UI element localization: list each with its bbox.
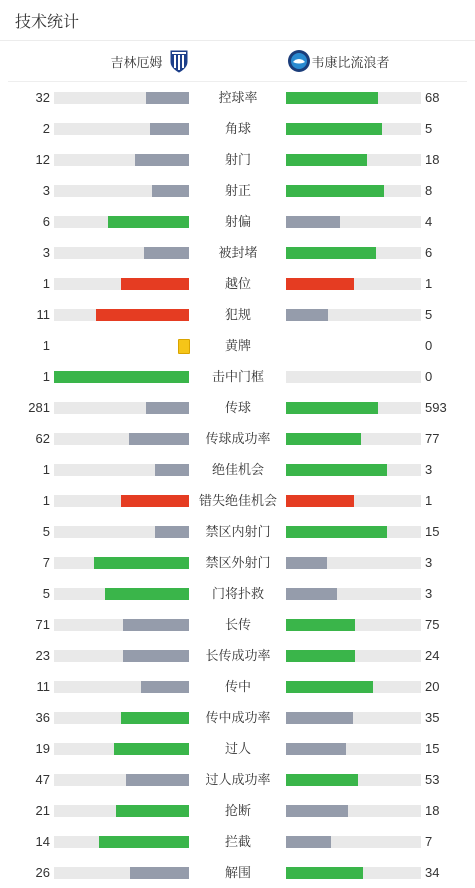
home-bar-fill <box>96 309 189 321</box>
home-bar-fill <box>144 247 189 259</box>
home-bar-track <box>54 185 189 197</box>
home-bar-track <box>54 371 189 383</box>
away-bar-track <box>286 464 421 476</box>
wycombe-crest-icon <box>287 49 307 73</box>
away-value: 1 <box>425 493 433 508</box>
home-value: 3 <box>42 245 50 260</box>
away-bar-track <box>286 526 421 538</box>
home-bar-fill <box>152 185 189 197</box>
stat-row <box>0 307 475 323</box>
away-value: 68 <box>425 90 440 105</box>
stat-row <box>0 772 475 788</box>
away-value: 35 <box>425 710 440 725</box>
home-bar-fill <box>155 526 189 538</box>
stat-row <box>0 617 475 633</box>
home-bar-fill <box>121 712 189 724</box>
away-bar-fill <box>286 867 363 879</box>
away-value: 3 <box>425 586 433 601</box>
home-value: 281 <box>28 400 50 415</box>
home-bar-track <box>54 867 189 879</box>
away-bar-track <box>286 619 421 631</box>
stat-label: 传球成功率 <box>205 431 271 446</box>
away-bar-track <box>286 805 421 817</box>
home-value: 36 <box>35 710 50 725</box>
home-bar-fill <box>150 123 189 135</box>
away-bar-track <box>286 557 421 569</box>
home-value: 3 <box>42 183 50 198</box>
home-bar-fill <box>116 805 189 817</box>
stat-label: 射正 <box>224 183 251 198</box>
home-bar-track <box>54 619 189 631</box>
away-value: 593 <box>425 400 447 415</box>
home-value: 11 <box>36 679 50 694</box>
away-value: 5 <box>425 121 433 136</box>
away-bar-fill <box>286 743 346 755</box>
stat-label: 射门 <box>224 152 251 167</box>
away-team[interactable] <box>239 49 468 73</box>
stat-label: 被封堵 <box>218 245 258 260</box>
stat-label: 错失绝佳机会 <box>198 493 277 508</box>
home-value: 26 <box>35 865 50 880</box>
away-bar-fill <box>286 774 358 786</box>
away-bar-track <box>286 774 421 786</box>
away-bar-track <box>286 743 421 755</box>
home-bar-track <box>54 712 189 724</box>
home-value: 62 <box>35 431 50 446</box>
home-value: 1 <box>42 369 50 384</box>
stat-row <box>0 555 475 571</box>
stat-row <box>0 648 475 664</box>
home-value: 5 <box>42 524 50 539</box>
home-bar-track <box>54 588 189 600</box>
away-bar-fill <box>286 619 355 631</box>
away-bar-track <box>286 650 421 662</box>
away-value: 5 <box>425 307 433 322</box>
stat-label: 黄牌 <box>224 338 251 353</box>
gillingham-crest-icon <box>169 49 189 73</box>
home-bar-track <box>54 216 189 228</box>
away-value: 18 <box>425 152 440 167</box>
stat-row <box>0 803 475 819</box>
home-value: 7 <box>42 555 50 570</box>
stat-row <box>0 834 475 850</box>
away-bar-fill <box>286 526 387 538</box>
stat-row <box>0 245 475 261</box>
away-bar-fill <box>286 309 328 321</box>
home-value: 2 <box>42 121 50 136</box>
home-bar-fill <box>141 681 189 693</box>
home-team-name: 吉林厄姆 <box>110 54 163 70</box>
away-value: 7 <box>425 834 433 849</box>
stat-row <box>0 741 475 757</box>
away-bar-fill <box>286 464 387 476</box>
away-bar-fill <box>286 495 354 507</box>
home-bar-track <box>54 247 189 259</box>
home-value: 1 <box>42 493 50 508</box>
stat-row <box>0 369 475 385</box>
stat-label: 过人成功率 <box>205 772 271 787</box>
home-bar-fill <box>146 402 189 414</box>
home-bar-fill <box>108 216 189 228</box>
away-value: 3 <box>425 462 433 477</box>
away-bar-track <box>286 867 421 879</box>
away-value: 24 <box>425 648 440 663</box>
away-bar-fill <box>286 650 355 662</box>
home-bar-track <box>54 557 189 569</box>
away-bar-track <box>286 185 421 197</box>
away-bar-track <box>286 681 421 693</box>
away-bar-track <box>286 92 421 104</box>
home-bar-fill <box>130 867 189 879</box>
away-value: 6 <box>425 245 433 260</box>
home-bar-fill <box>126 774 189 786</box>
home-value: 32 <box>35 90 50 105</box>
home-bar-track <box>54 309 189 321</box>
home-bar-track <box>54 495 189 507</box>
home-bar-fill <box>121 278 189 290</box>
home-bar-fill <box>123 650 189 662</box>
home-bar-fill <box>114 743 189 755</box>
stat-label: 过人 <box>224 741 251 756</box>
home-bar-track <box>54 774 189 786</box>
stat-row <box>0 679 475 695</box>
stat-label: 禁区外射门 <box>205 555 271 570</box>
home-value: 6 <box>42 214 50 229</box>
stat-row <box>0 431 475 447</box>
home-value: 1 <box>42 276 50 291</box>
home-bar-track <box>54 92 189 104</box>
home-value: 21 <box>35 803 50 818</box>
home-value: 1 <box>42 462 50 477</box>
away-bar-fill <box>286 92 378 104</box>
away-bar-fill <box>286 588 337 600</box>
home-value: 19 <box>35 741 50 756</box>
home-bar-fill <box>146 92 189 104</box>
stat-label: 越位 <box>224 276 251 291</box>
page-header <box>0 0 475 41</box>
away-value: 53 <box>425 772 440 787</box>
away-bar-fill <box>286 836 331 848</box>
away-bar-track <box>286 278 421 290</box>
stat-label: 绝佳机会 <box>211 462 264 477</box>
home-bar-track <box>54 433 189 445</box>
home-bar-track <box>54 836 189 848</box>
stat-label: 传中成功率 <box>205 710 271 725</box>
away-value: 77 <box>425 431 440 446</box>
away-bar-fill <box>286 216 340 228</box>
home-bar-fill <box>155 464 189 476</box>
stat-row <box>0 865 475 881</box>
away-bar-fill <box>286 278 354 290</box>
away-bar-fill <box>286 402 378 414</box>
yellow-card-icon <box>178 339 190 354</box>
home-bar-track <box>54 278 189 290</box>
away-bar-fill <box>286 154 367 166</box>
away-value: 34 <box>425 865 440 880</box>
stat-row <box>0 121 475 137</box>
home-bar-fill <box>105 588 189 600</box>
home-bar-fill <box>99 836 189 848</box>
home-bar-track <box>54 650 189 662</box>
page-title: 技术统计 <box>15 13 80 31</box>
stat-label: 传球 <box>224 400 251 415</box>
away-bar-track <box>286 247 421 259</box>
away-bar-track <box>286 433 421 445</box>
stat-label: 长传成功率 <box>205 648 271 663</box>
home-bar-track <box>54 464 189 476</box>
home-bar-track <box>54 743 189 755</box>
away-value: 0 <box>425 338 433 353</box>
home-value: 14 <box>35 834 50 849</box>
stat-row <box>0 462 475 478</box>
away-bar-track <box>286 123 421 135</box>
home-value: 47 <box>35 772 50 787</box>
away-value: 15 <box>425 741 440 756</box>
away-bar-track <box>286 712 421 724</box>
away-bar-track <box>286 154 421 166</box>
stat-row <box>0 586 475 602</box>
away-value: 3 <box>425 555 433 570</box>
home-value: 12 <box>35 152 50 167</box>
home-bar-fill <box>123 619 189 631</box>
away-bar-track <box>286 402 421 414</box>
home-bar-track <box>54 402 189 414</box>
stat-row <box>0 524 475 540</box>
away-value: 1 <box>425 276 433 291</box>
stat-row <box>0 400 475 416</box>
stat-label: 犯规 <box>224 307 251 322</box>
away-value: 75 <box>425 617 440 632</box>
stat-label: 射偏 <box>224 214 251 229</box>
away-bar-track <box>286 371 421 383</box>
home-value: 23 <box>35 648 50 663</box>
stat-row <box>0 183 475 199</box>
stat-row <box>0 90 475 106</box>
stat-label: 抢断 <box>224 803 251 818</box>
home-bar-fill <box>135 154 189 166</box>
away-value: 18 <box>425 803 440 818</box>
home-bar-fill <box>94 557 189 569</box>
stat-row <box>0 710 475 726</box>
stat-row <box>0 493 475 509</box>
away-value: 8 <box>425 183 433 198</box>
away-team-name: 韦康比流浪者 <box>311 54 390 70</box>
away-bar-fill <box>286 805 348 817</box>
home-team[interactable] <box>8 49 239 73</box>
stat-label: 控球率 <box>218 90 258 105</box>
away-bar-track <box>286 216 421 228</box>
home-bar-track <box>54 123 189 135</box>
away-value: 20 <box>425 679 440 694</box>
home-bar-track <box>54 526 189 538</box>
teams-bar <box>8 41 467 82</box>
away-bar-fill <box>286 557 327 569</box>
home-bar-track <box>54 154 189 166</box>
stat-label: 解围 <box>224 865 251 880</box>
away-bar-fill <box>286 681 373 693</box>
away-bar-track <box>286 495 421 507</box>
stat-row <box>0 214 475 230</box>
away-value: 4 <box>425 214 433 229</box>
home-bar-track <box>54 681 189 693</box>
home-bar-fill <box>121 495 189 507</box>
stat-label: 门将扑救 <box>211 586 264 601</box>
away-value: 15 <box>425 524 440 539</box>
stat-label: 角球 <box>224 121 251 136</box>
stat-label: 击中门框 <box>211 369 264 384</box>
away-bar-fill <box>286 185 384 197</box>
stat-row <box>0 276 475 292</box>
home-value: 1 <box>42 338 50 353</box>
away-bar-track <box>286 836 421 848</box>
stat-label: 禁区内射门 <box>205 524 271 539</box>
home-value: 71 <box>35 617 50 632</box>
stat-label: 传中 <box>224 679 251 694</box>
away-bar-track <box>286 588 421 600</box>
home-value: 5 <box>42 586 50 601</box>
stat-label: 拦截 <box>224 834 251 849</box>
away-bar-fill <box>286 247 376 259</box>
away-value: 0 <box>425 369 433 384</box>
away-bar-fill <box>286 123 382 135</box>
stat-row <box>0 338 475 354</box>
home-bar-fill <box>54 371 189 383</box>
stat-row <box>0 152 475 168</box>
home-bar-track <box>54 805 189 817</box>
away-bar-fill <box>286 433 361 445</box>
away-bar-fill <box>286 712 353 724</box>
stat-label: 长传 <box>224 617 251 632</box>
away-bar-track <box>286 309 421 321</box>
home-bar-fill <box>129 433 189 445</box>
home-value: 11 <box>36 307 50 322</box>
